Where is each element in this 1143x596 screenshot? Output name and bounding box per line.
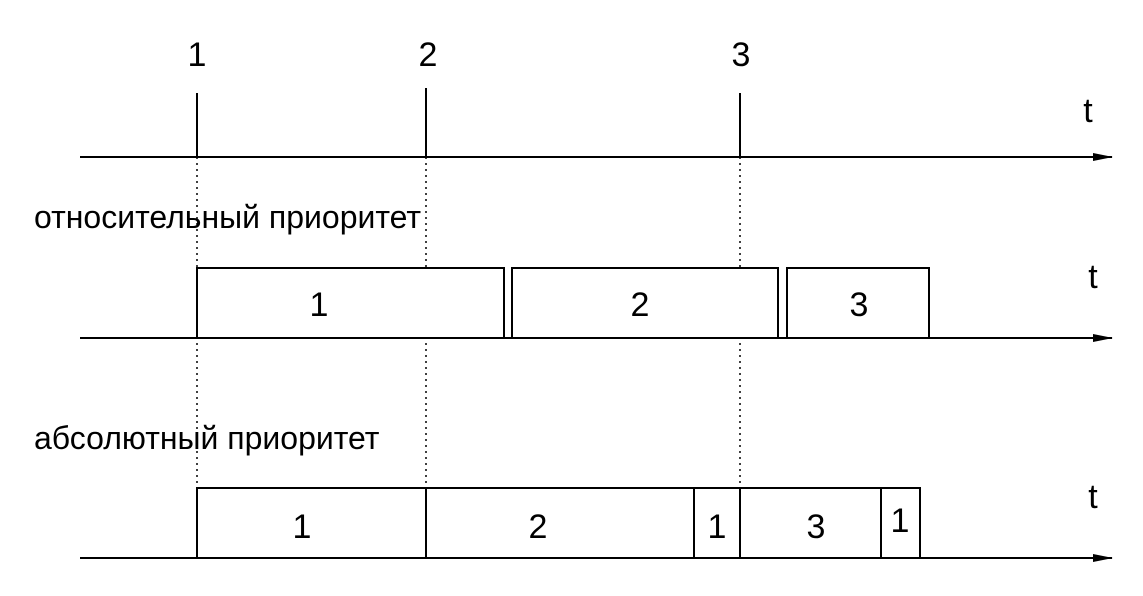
- arrival-axis-t-label: t: [1083, 92, 1093, 130]
- absolute-task-label-2: 2: [528, 508, 548, 546]
- arrival-timeline: [80, 36, 1112, 157]
- relative-task-label-2: 2: [630, 286, 650, 324]
- absolute-task-block-1: [197, 488, 426, 558]
- relative-task-label-1: 1: [309, 286, 329, 324]
- absolute-task-label-3: 1: [707, 508, 727, 546]
- absolute-task-label-1: 1: [292, 508, 312, 546]
- relative-task-block-1: [197, 268, 504, 338]
- arrival-label-1: 1: [187, 36, 207, 74]
- relative-priority-title: относительный приоритет: [34, 199, 422, 235]
- absolute-task-label-5: 1: [890, 502, 910, 540]
- absolute-axis-t-label: t: [1088, 478, 1098, 516]
- absolute-priority-title: абсолютный приоритет: [34, 420, 380, 456]
- absolute-priority-section: [34, 420, 1112, 558]
- arrival-label-2: 2: [418, 36, 438, 74]
- absolute-task-label-4: 3: [806, 508, 826, 546]
- absolute-task-block-2: [426, 488, 694, 558]
- relative-priority-section: [34, 199, 1112, 338]
- relative-axis-t-label: t: [1088, 258, 1098, 296]
- arrival-label-3: 3: [731, 36, 751, 74]
- relative-task-label-3: 3: [849, 286, 869, 324]
